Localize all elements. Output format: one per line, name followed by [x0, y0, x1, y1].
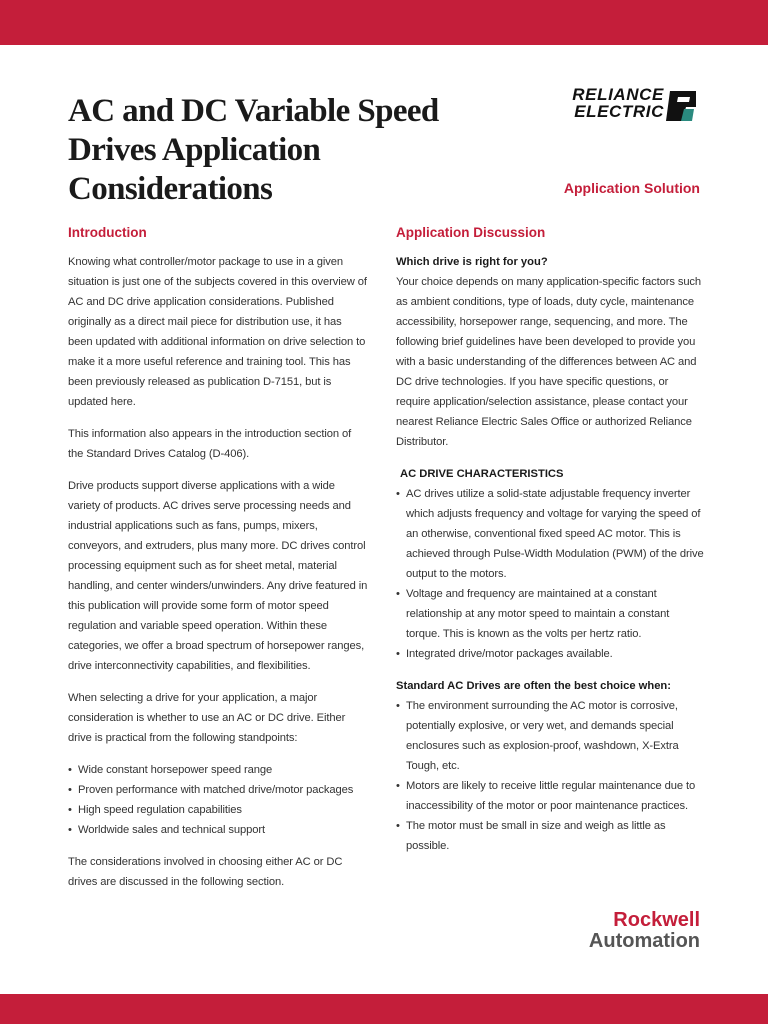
intro-paragraph-1: Knowing what controller/motor package to use in a given situation is just one of the subjects covered in this overview of AC and DC drive application considerations. Published originally as a direct mail piece for distribution use, it has been updated with additional information on drive selection to make it a more useful reference and training tool. This has been previously released as publication D-7151, but is updated here.	[68, 256, 367, 408]
intro-paragraph-4: When selecting a drive for your application, a major consideration is whether to use an AC or DC drive. Either drive is practical from the following standpoints:	[68, 692, 346, 744]
list-item: • Integrated drive/motor packages available.	[396, 644, 704, 664]
reliance-electric-logo-mark-icon	[664, 89, 698, 123]
title-line-2: Drives Application	[68, 132, 321, 168]
intro-paragraph-2: This information also appears in the introduction section of the Standard Drives Catalog (D-406).	[68, 428, 352, 460]
list-item: • High speed regulation capabilities	[68, 800, 368, 820]
introduction-column	[68, 226, 368, 904]
list-item: • The environment surrounding the AC motor is corrosive, potentially explosive, or very wet, and demands special enclosures such as explosion-proof, washdown, X-Extra Tough, etc.	[396, 696, 704, 776]
bottom-red-band	[0, 994, 768, 1024]
application-discussion-column	[396, 226, 704, 868]
application-discussion-heading: Application Discussion	[396, 225, 546, 240]
discussion-paragraph: Your choice depends on many application-specific factors such as ambient conditions, type of loads, duty cycle, maintenance accessibility, horsepower range, sequencing, and more. The following brief guidelines have been developed to provide you with a basic understanding of the differences between AC and DC drive technologies. If you have specific questions, or require application/selection assistance, please contact your nearest Reliance Electric Sales Office or authorized Reliance Distributor.	[396, 276, 702, 448]
reliance-logo-line-2: ELECTRIC	[574, 102, 664, 121]
page-title	[68, 92, 488, 209]
top-red-band	[0, 0, 768, 45]
list-item: • Worldwide sales and technical support	[68, 820, 368, 840]
introduction-heading: Introduction	[68, 225, 147, 240]
best-choice-subheading: Standard AC Drives are often the best choice when:	[396, 680, 671, 692]
list-item: • Proven performance with matched drive/motor packages	[68, 780, 368, 800]
intro-paragraph-5: The considerations involved in choosing either AC or DC drives are discussed in the following section.	[68, 856, 343, 888]
reliance-electric-logo	[536, 86, 702, 126]
list-item: • Wide constant horsepower speed range	[68, 760, 368, 780]
list-item: • The motor must be small in size and weigh as little as possible.	[396, 816, 704, 856]
which-drive-subheading: Which drive is right for you?	[396, 256, 548, 268]
rockwell-automation-logo	[589, 910, 700, 952]
application-solution-label: Application Solution	[563, 180, 700, 196]
standpoints-list	[68, 760, 368, 840]
ac-characteristics-list	[396, 484, 704, 664]
intro-paragraph-3: Drive products support diverse applications with a wide variety of products. AC drives serve processing needs and industrial applications such as fans, pumps, mixers, conveyors, and extruders, plus many more. DC drives control processing equipment such as for sheet metal, material handling, and center winders/unwinders. Any drive featured in this publication will provide some form of motor speed regulation and variable speed operation. Within these categories, we offer a broad spectrum of horsepower ranges, drive interconnectivity capabilities, and flexibilities.	[68, 480, 368, 672]
automation-logo-word: Automation	[588, 930, 700, 952]
ac-drive-characteristics-heading: AC DRIVE CHARACTERISTICS	[400, 468, 564, 480]
best-choice-list	[396, 696, 704, 856]
title-line-1: AC and DC Variable Speed	[68, 93, 439, 129]
list-item: • Motors are likely to receive little regular maintenance due to inaccessibility of the motor or poor maintenance practices.	[396, 776, 704, 816]
title-line-3: Considerations	[68, 171, 273, 207]
reliance-logo-line-1: RELIANCE	[572, 85, 664, 104]
rockwell-logo-word: Rockwell	[613, 909, 700, 931]
list-item: • AC drives utilize a solid-state adjustable frequency inverter which adjusts frequency and voltage for varying the speed of an otherwise, conventional fixed speed AC motor. This is achieved through Pulse-Width Modulation (PWM) of the drive output to the motors.	[396, 484, 704, 584]
reliance-logo-text	[536, 86, 664, 120]
list-item: • Voltage and frequency are maintained at a constant relationship at any motor speed to maintain a constant torque. This is known as the volts per hertz ratio.	[396, 584, 704, 644]
